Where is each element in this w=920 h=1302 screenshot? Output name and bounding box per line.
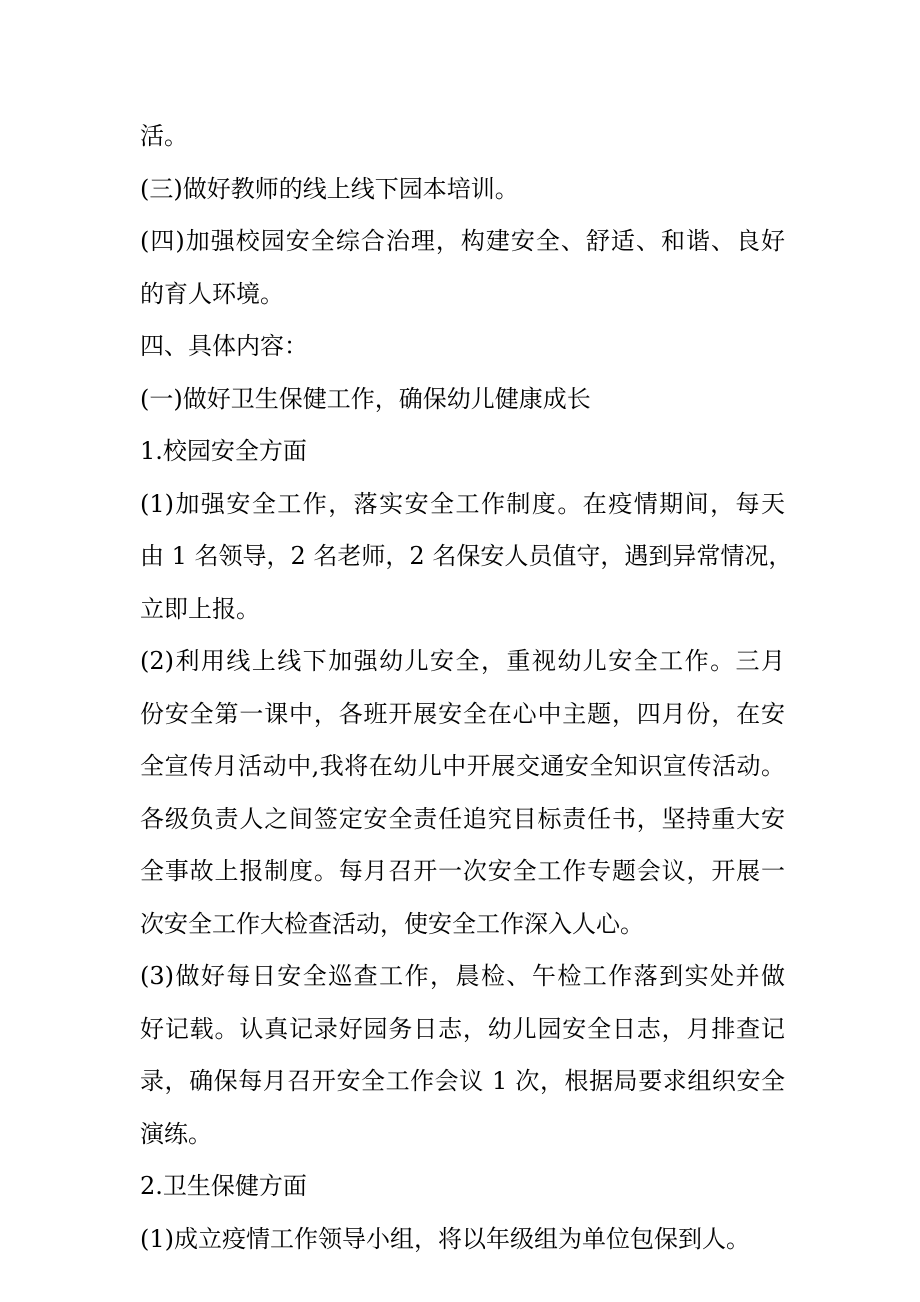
text-line: 活。 [140, 122, 188, 150]
paragraph-line: 次安全工作大检查活动，使安全工作深入人心。 [140, 909, 644, 938]
paragraph-line: 录，确保每月召开安全工作会议 1 次，根据局要求组织安全 [140, 1067, 785, 1095]
paragraph-line: 由 1 名领导，2 名老师，2 名保安人员值守，遇到异常情况， [140, 542, 793, 570]
paragraph-line: (3)做好每日安全巡查工作，晨检、午检工作落到实处并做 [140, 962, 785, 990]
paragraph-line: 全宣传月活动中,我将在幼儿中开展交通安全知识宣传活动。 [140, 752, 785, 780]
text-line: 的育人环境。 [140, 279, 284, 308]
paragraph-line: (1)成立疫情工作领导小组，将以年级组为单位包保到人。 [140, 1224, 750, 1253]
subsection-heading: 2.卫生保健方面 [140, 1172, 307, 1200]
section-heading: 四、具体内容： [140, 332, 308, 360]
document-body [140, 110, 793, 1265]
paragraph-line: 全事故上报制度。每月召开一次安全工作专题会议，开展一 [140, 857, 785, 885]
paragraph-line: 份安全第一课中，各班开展安全在心中主题，四月份，在安 [140, 699, 785, 728]
paragraph-line: 各级负责人之间签定安全责任追究目标责任书，坚持重大安 [140, 804, 785, 833]
section-heading: (四)加强校园安全综合治理，构建安全、舒适、和谐、良好 [140, 227, 785, 255]
paragraph-line: (2)利用线上线下加强幼儿安全，重视幼儿安全工作。三月 [140, 647, 785, 675]
paragraph-line: 好记载。认真记录好园务日志，幼儿园安全日志，月排查记 [140, 1014, 785, 1043]
section-heading: (一)做好卫生保健工作，确保幼儿健康成长 [140, 384, 591, 413]
paragraph-line: (1)加强安全工作，落实安全工作制度。在疫情期间，每天 [140, 489, 785, 518]
section-heading: (三)做好教师的线上线下园本培训。 [140, 174, 519, 203]
paragraph-line: 演练。 [140, 1119, 212, 1148]
subsection-heading: 1.校园安全方面 [140, 437, 307, 465]
paragraph-line: 立即上报。 [140, 594, 260, 623]
